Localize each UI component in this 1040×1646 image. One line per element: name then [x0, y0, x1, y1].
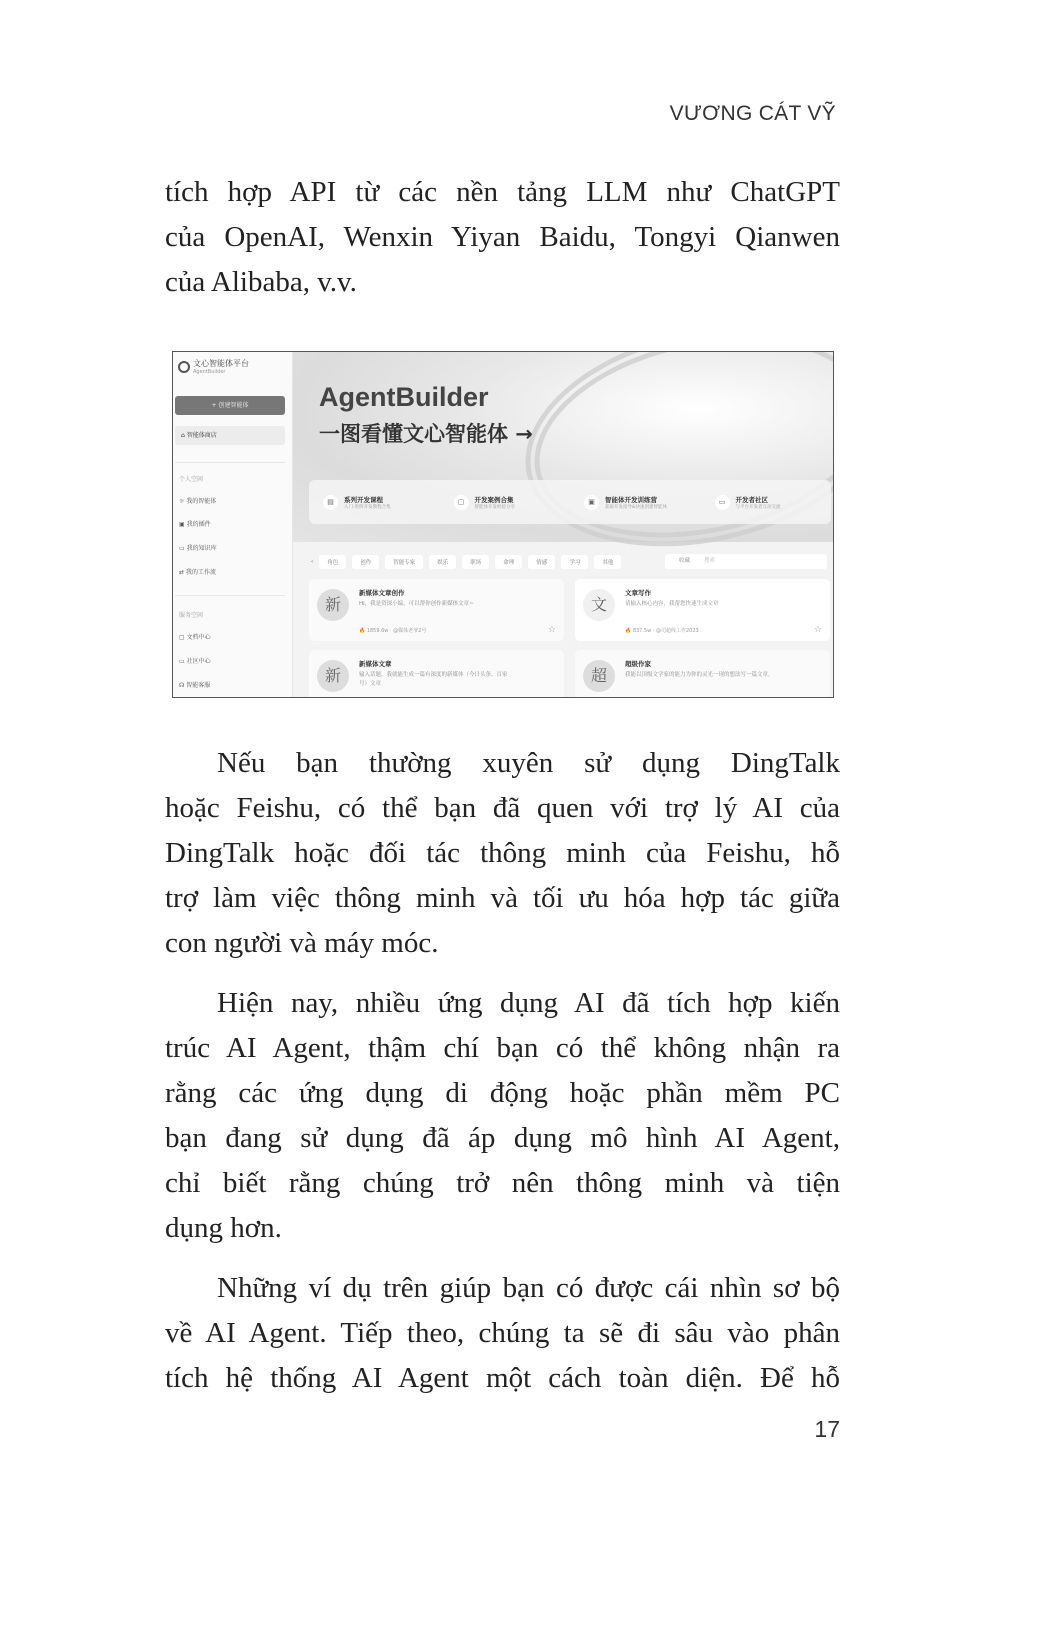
sidebar-item-label: 文档中心	[186, 634, 211, 641]
community-icon: ▭	[715, 495, 730, 510]
sidebar-item-store[interactable]: ⌂ 智能体商店	[175, 426, 285, 445]
main-area	[293, 352, 833, 697]
logo-icon	[178, 361, 190, 373]
sidebar-item-label: 社区中心	[186, 658, 211, 665]
star-icon[interactable]: ☆	[813, 625, 822, 635]
paragraph-1	[165, 170, 840, 305]
feature-card[interactable]	[309, 480, 440, 524]
agent-name: 新媒体文章	[359, 660, 392, 668]
logo	[178, 358, 249, 375]
category-tabs	[311, 555, 621, 569]
sidebar-item-support[interactable]: ☊ 智能客服	[179, 682, 211, 689]
card-subtitle: 智能体开发经验分享	[474, 504, 515, 510]
text-line: về AI Agent. Tiếp theo, chúng ta sẽ đi sâu vào phân	[165, 1317, 840, 1349]
tab-creation[interactable]: 创作	[352, 555, 379, 569]
text-line: trúc AI Agent, thậm chí bạn có thể không nhận ra	[165, 1032, 840, 1064]
sidebar-item-label: 我的知识库	[186, 545, 217, 552]
agent-name: 超级作家	[625, 660, 651, 668]
sidebar-item-my-agents[interactable]: ☼ 我的智能体	[179, 498, 217, 505]
text-line: chỉ biết rằng chúng trở nên thông minh và tiện	[165, 1167, 840, 1199]
sidebar-item-label: 我的插件	[186, 521, 211, 528]
feature-card[interactable]	[701, 480, 832, 524]
tab-entertainment[interactable]: 娱乐	[429, 555, 456, 569]
course-icon: ▤	[323, 495, 338, 510]
tab-workplace[interactable]: 职场	[462, 555, 489, 569]
avatar: 超	[583, 660, 615, 692]
agent-meta: 🔥 1859.6w · @媒体老爷2号	[359, 628, 427, 634]
logo-subtitle: AgentBuilder	[193, 369, 226, 375]
agent-desc: 输入话题，我就能生成一篇有深度的新媒体（今日头条、百家号）文章	[359, 672, 508, 687]
divider	[175, 595, 285, 596]
text-line: hoặc Feishu, có thể bạn đã quen với trợ lý AI của	[165, 792, 840, 824]
camp-icon: ▣	[584, 495, 599, 510]
card-title: 开发者社区	[735, 495, 768, 504]
logo-title: 文心智能体平台	[193, 359, 249, 368]
star-icon[interactable]: ☆	[547, 625, 556, 635]
sidebar-item-label: 我的工作流	[185, 569, 216, 576]
search-input[interactable]: 搜索	[704, 558, 716, 564]
card-title: 开发案例合集	[474, 495, 514, 504]
chevron-left-icon[interactable]: ‹	[311, 559, 314, 565]
card-subtitle: 与平台开发者互动交流	[735, 504, 781, 510]
feature-cards	[309, 480, 831, 524]
agent-card[interactable]	[575, 579, 830, 641]
search-bar[interactable]	[665, 554, 827, 569]
avatar: 新	[317, 660, 349, 692]
sidebar-item-label: 我的智能体	[186, 498, 217, 505]
sidebar-item-workflow[interactable]: ⇄ 我的工作流	[179, 569, 216, 576]
text-line: bạn đang sử dụng đã áp dụng mô hình AI Agent,	[165, 1122, 840, 1154]
agent-name: 文章写作	[625, 589, 651, 597]
agent-meta: 🔥 837.5w · @司超线工作2023	[625, 628, 699, 634]
text-line: Những ví dụ trên giúp bạn có được cái nhìn sơ bộ	[217, 1272, 840, 1304]
paragraph-2	[165, 741, 840, 966]
avatar: 新	[317, 589, 349, 621]
avatar: 文	[583, 589, 615, 621]
text-line: Hiện nay, nhiều ứng dụng AI đã tích hợp kiến	[217, 987, 840, 1019]
text-line: tích hệ thống AI Agent một cách toàn diện. Để hỗ	[165, 1362, 840, 1394]
text-line: con người và máy móc.	[165, 927, 439, 959]
feature-card[interactable]	[440, 480, 571, 524]
agent-desc: 我能以顶级文学家的能力为你的灵光一现的想法写一篇文章。	[625, 672, 774, 678]
text-line: DingTalk hoặc đối tác thông minh của Feishu, hỗ	[165, 837, 840, 869]
text-line: rằng các ứng dụng di động hoặc phần mềm PC	[165, 1077, 840, 1109]
agent-desc: Hi，我是资深小编，可以帮你创作新媒体文章~	[359, 601, 474, 607]
text-line: của OpenAI, Wenxin Yiyan Baidu, Tongyi Qianwen	[165, 221, 840, 253]
card-title: 系列开发课程	[344, 495, 383, 504]
tab-fortune[interactable]: 命理	[495, 555, 522, 569]
sidebar-item-community[interactable]: ▭ 社区中心	[179, 658, 211, 665]
text-line: của Alibaba, v.v.	[165, 266, 357, 298]
feature-card[interactable]	[570, 480, 701, 524]
paragraph-4	[165, 1266, 840, 1401]
agent-card[interactable]	[575, 650, 830, 698]
hero-subtitle[interactable]: 一图看懂文心智能体 →	[319, 422, 533, 446]
case-icon: ▢	[454, 495, 469, 510]
tab-emotion[interactable]: 情感	[528, 555, 555, 569]
tab-study[interactable]: 学习	[561, 555, 588, 569]
page-number: 17	[814, 1416, 840, 1442]
hero-banner[interactable]	[293, 352, 833, 542]
text-line: trợ làm việc thông minh và tối ưu hóa hợp tác giữa	[165, 882, 840, 914]
card-subtitle: 入门-进阶开发教程合集	[344, 504, 391, 510]
sidebar-item-knowledge[interactable]: ▭ 我的知识库	[179, 545, 217, 552]
paragraph-3	[165, 981, 840, 1251]
agent-name: 新媒体文章创作	[359, 589, 405, 597]
tab-role[interactable]: 角色	[319, 555, 346, 569]
hero-title: AgentBuilder	[319, 382, 489, 412]
text-line: dụng hơn.	[165, 1212, 282, 1244]
agent-desc: 请输入核心内容，我帮您快速生成文章	[625, 601, 719, 607]
divider	[175, 462, 285, 463]
tab-expert[interactable]: 智能专家	[385, 555, 423, 569]
card-title: 智能体开发训练营	[605, 495, 657, 504]
sidebar	[173, 352, 293, 697]
favorites-toggle[interactable]: 收藏	[679, 558, 691, 564]
text-line: Nếu bạn thường xuyên sử dụng DingTalk	[217, 747, 840, 779]
sidebar-item-label: 智能体商店	[186, 432, 217, 439]
create-agent-button[interactable]: + 创建智能体	[175, 396, 285, 415]
section-label: 个人空间	[179, 476, 204, 483]
section-label: 服务空间	[179, 612, 204, 619]
agent-card[interactable]	[309, 650, 564, 698]
sidebar-item-my-plugins[interactable]: ▣ 我的插件	[179, 521, 211, 528]
running-header-author: VƯƠNG CÁT VỸ	[669, 102, 836, 125]
sidebar-item-docs[interactable]: ▢ 文档中心	[179, 634, 211, 641]
agent-card[interactable]	[309, 579, 564, 641]
tab-other[interactable]: 其他	[594, 555, 621, 569]
agentbuilder-screenshot	[172, 351, 834, 698]
wave-graphic	[505, 351, 834, 577]
text-line: tích hợp API từ các nền tảng LLM như ChatGPT	[165, 176, 840, 208]
card-subtitle: 获取开发指导&快速创建智能体	[605, 504, 668, 510]
sidebar-item-label: 智能客服	[186, 682, 211, 689]
